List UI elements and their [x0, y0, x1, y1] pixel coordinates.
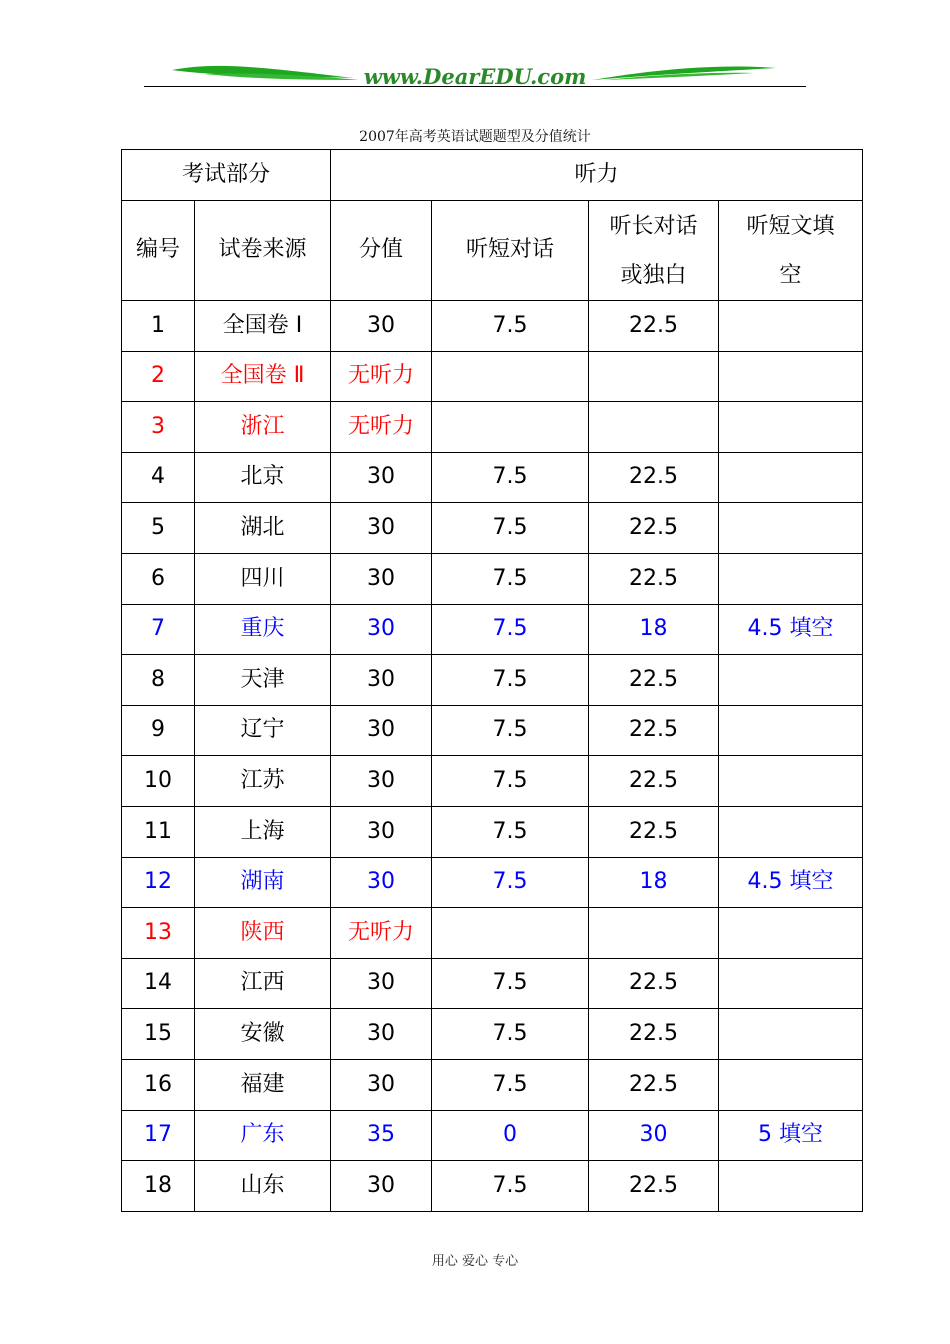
- cell-score: 35: [331, 1110, 432, 1161]
- cell-no: 16: [122, 1059, 195, 1110]
- cell-no: 10: [122, 756, 195, 807]
- cell-short-dialog: 7.5: [432, 553, 589, 604]
- cell-short-dialog: 0: [432, 1110, 589, 1161]
- cell-short-dialog: [432, 351, 589, 402]
- cell-passage-fill: [719, 402, 863, 453]
- table-row: [122, 553, 863, 604]
- cell-long-dialog: 30: [589, 1110, 719, 1161]
- cell-source: 湖南: [195, 857, 331, 908]
- cell-passage-fill: 4.5 填空: [719, 857, 863, 908]
- cell-score: 30: [331, 857, 432, 908]
- cell-passage-fill: [719, 756, 863, 807]
- cell-long-dialog: 22.5: [589, 1009, 719, 1060]
- table-row: [122, 301, 863, 352]
- table-row: [122, 857, 863, 908]
- cell-short-dialog: [432, 402, 589, 453]
- cell-no: 2: [122, 351, 195, 402]
- table-row: [122, 958, 863, 1009]
- cell-long-dialog: 22.5: [589, 1161, 719, 1212]
- col-header-score: 分值: [331, 201, 432, 301]
- cell-passage-fill: 5 填空: [719, 1110, 863, 1161]
- cell-no: 4: [122, 452, 195, 503]
- cell-source: 四川: [195, 553, 331, 604]
- cell-score: 30: [331, 301, 432, 352]
- cell-no: 15: [122, 1009, 195, 1060]
- cell-source: 辽宁: [195, 705, 331, 756]
- cell-score: 30: [331, 705, 432, 756]
- col-header-passage-fill-line2: 空: [779, 262, 802, 288]
- cell-short-dialog: 7.5: [432, 806, 589, 857]
- col-header-long-dialog-line1: 听长对话: [609, 213, 698, 239]
- cell-no: 9: [122, 705, 195, 756]
- cell-long-dialog: 22.5: [589, 301, 719, 352]
- cell-short-dialog: 7.5: [432, 655, 589, 706]
- cell-long-dialog: 22.5: [589, 1059, 719, 1110]
- cell-score: 30: [331, 806, 432, 857]
- cell-long-dialog: 22.5: [589, 553, 719, 604]
- cell-no: 17: [122, 1110, 195, 1161]
- cell-score: 无听力: [331, 402, 432, 453]
- cell-no: 11: [122, 806, 195, 857]
- cell-source: 上海: [195, 806, 331, 857]
- cell-long-dialog: 18: [589, 857, 719, 908]
- cell-passage-fill: [719, 705, 863, 756]
- cell-short-dialog: 7.5: [432, 503, 589, 554]
- cell-no: 6: [122, 553, 195, 604]
- cell-source: 广东: [195, 1110, 331, 1161]
- cell-score: 30: [331, 1009, 432, 1060]
- document-title: 2007年高考英语试题题型及分值统计: [359, 129, 591, 145]
- cell-long-dialog: 22.5: [589, 655, 719, 706]
- cell-source: 江苏: [195, 756, 331, 807]
- cell-passage-fill: [719, 553, 863, 604]
- cell-source: 福建: [195, 1059, 331, 1110]
- cell-score: 30: [331, 604, 432, 655]
- cell-source: 全国卷 Ⅱ: [195, 351, 331, 402]
- cell-no: 14: [122, 958, 195, 1009]
- cell-score: 无听力: [331, 908, 432, 959]
- table-row: [122, 1161, 863, 1212]
- cell-score: 30: [331, 655, 432, 706]
- cell-short-dialog: 7.5: [432, 1161, 589, 1212]
- cell-passage-fill: [719, 301, 863, 352]
- cell-short-dialog: 7.5: [432, 604, 589, 655]
- logo-text: www.DearEDU.com: [363, 64, 587, 89]
- cell-short-dialog: 7.5: [432, 1059, 589, 1110]
- table-row: [122, 1009, 863, 1060]
- table-row: [122, 402, 863, 453]
- table-row: [122, 1110, 863, 1161]
- cell-long-dialog: 22.5: [589, 452, 719, 503]
- cell-short-dialog: 7.5: [432, 958, 589, 1009]
- cell-source: 湖北: [195, 503, 331, 554]
- cell-source: 山东: [195, 1161, 331, 1212]
- cell-source: 全国卷 Ⅰ: [195, 301, 331, 352]
- header-row-section: [122, 150, 863, 201]
- cell-no: 18: [122, 1161, 195, 1212]
- col-header-long-dialog: [589, 201, 719, 301]
- table-row: [122, 604, 863, 655]
- section-listening-cell: 听力: [331, 150, 863, 201]
- cell-passage-fill: [719, 655, 863, 706]
- cell-no: 13: [122, 908, 195, 959]
- cell-score: 30: [331, 958, 432, 1009]
- cell-passage-fill: [719, 1009, 863, 1060]
- cell-passage-fill: 4.5 填空: [719, 604, 863, 655]
- header-row-columns: [122, 201, 863, 301]
- cell-short-dialog: 7.5: [432, 452, 589, 503]
- cell-long-dialog: 22.5: [589, 958, 719, 1009]
- table-row: [122, 806, 863, 857]
- swoosh-logo-icon: [144, 58, 806, 94]
- col-header-passage-fill-line1: 听短文填: [746, 213, 835, 239]
- cell-score: 30: [331, 1059, 432, 1110]
- cell-long-dialog: [589, 908, 719, 959]
- cell-no: 1: [122, 301, 195, 352]
- col-header-no: 编号: [122, 201, 195, 301]
- col-header-passage-fill: [719, 201, 863, 301]
- cell-long-dialog: 22.5: [589, 806, 719, 857]
- cell-long-dialog: 22.5: [589, 756, 719, 807]
- table-row: [122, 908, 863, 959]
- table-row: [122, 705, 863, 756]
- table-row: [122, 351, 863, 402]
- cell-source: 安徽: [195, 1009, 331, 1060]
- cell-source: 陕西: [195, 908, 331, 959]
- cell-score: 30: [331, 503, 432, 554]
- cell-short-dialog: 7.5: [432, 301, 589, 352]
- col-header-short-dialog: 听短对话: [432, 201, 589, 301]
- col-header-long-dialog-line2: 或独白: [620, 262, 687, 288]
- table-row: [122, 1059, 863, 1110]
- cell-no: 7: [122, 604, 195, 655]
- cell-passage-fill: [719, 958, 863, 1009]
- cell-short-dialog: 7.5: [432, 1009, 589, 1060]
- cell-source: 重庆: [195, 604, 331, 655]
- cell-long-dialog: [589, 351, 719, 402]
- cell-no: 5: [122, 503, 195, 554]
- score-table: [121, 149, 863, 1212]
- table-row: [122, 756, 863, 807]
- table-row: [122, 503, 863, 554]
- cell-score: 无听力: [331, 351, 432, 402]
- cell-score: 30: [331, 553, 432, 604]
- cell-source: 北京: [195, 452, 331, 503]
- section-label-cell: 考试部分: [122, 150, 331, 201]
- cell-passage-fill: [719, 1059, 863, 1110]
- cell-score: 30: [331, 1161, 432, 1212]
- cell-passage-fill: [719, 503, 863, 554]
- cell-passage-fill: [719, 908, 863, 959]
- cell-passage-fill: [719, 351, 863, 402]
- footer-slogan: 用心 爱心 专心: [431, 1254, 519, 1269]
- cell-source: 天津: [195, 655, 331, 706]
- cell-passage-fill: [719, 806, 863, 857]
- cell-short-dialog: 7.5: [432, 756, 589, 807]
- cell-long-dialog: 18: [589, 604, 719, 655]
- cell-score: 30: [331, 756, 432, 807]
- cell-no: 3: [122, 402, 195, 453]
- cell-no: 12: [122, 857, 195, 908]
- cell-long-dialog: [589, 402, 719, 453]
- header-logo-banner: [144, 58, 806, 94]
- header-rule: [144, 86, 806, 87]
- cell-no: 8: [122, 655, 195, 706]
- cell-score: 30: [331, 452, 432, 503]
- col-header-source: 试卷来源: [195, 201, 331, 301]
- cell-passage-fill: [719, 1161, 863, 1212]
- table-row: [122, 655, 863, 706]
- table-row: [122, 452, 863, 503]
- cell-long-dialog: 22.5: [589, 705, 719, 756]
- cell-source: 江西: [195, 958, 331, 1009]
- cell-passage-fill: [719, 452, 863, 503]
- cell-source: 浙江: [195, 402, 331, 453]
- cell-long-dialog: 22.5: [589, 503, 719, 554]
- cell-short-dialog: [432, 908, 589, 959]
- cell-short-dialog: 7.5: [432, 857, 589, 908]
- cell-short-dialog: 7.5: [432, 705, 589, 756]
